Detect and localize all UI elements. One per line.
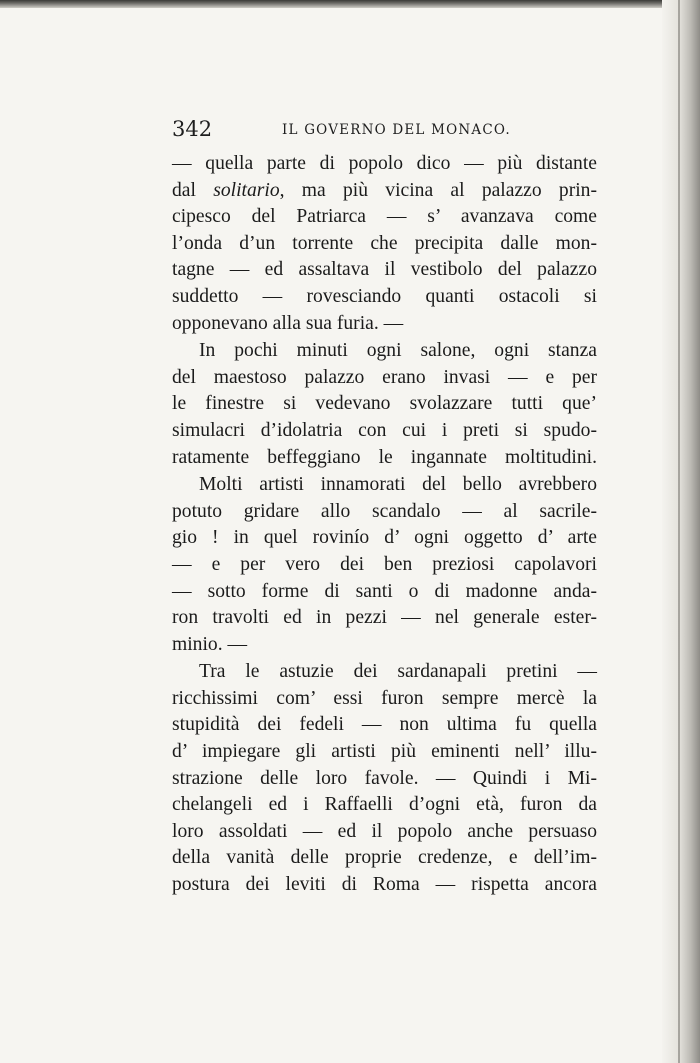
text-line: suddetto — rovesciando quanti ostacoli si xyxy=(172,285,597,307)
text-line: della vanità delle proprie credenze, e dell’im- xyxy=(172,847,597,869)
text-line: simulacri d’idolatria con cui i preti si spudo- xyxy=(172,419,597,441)
text-line: le finestre si vedevano svolazzare tutti que’ xyxy=(172,393,597,415)
page-edge-line xyxy=(678,0,680,1063)
text-line: ron travolti ed in pezzi — nel generale ester- xyxy=(172,607,597,629)
text-line: gio ! in quel rovinío d’ ogni oggetto d’ arte xyxy=(172,527,597,549)
paragraph-first-line: Molti artisti innamorati del bello avrebbero xyxy=(199,474,597,496)
text-line: chelangeli ed i Raffaelli d’ogni età, furon da xyxy=(172,794,597,816)
text-line: — quella parte di popolo dico — più distante xyxy=(172,153,597,174)
text-line: strazione delle loro favole. — Quindi i Mi- xyxy=(172,767,597,789)
text-line: loro assoldati — ed il popolo anche persuaso xyxy=(172,820,597,842)
text-line: opponevano alla sua furia. — xyxy=(172,312,404,334)
text-fragment: , ma più vicina al palazzo prin- xyxy=(279,179,597,201)
paragraph-first-line: In pochi minuti ogni salone, ogni stanza xyxy=(199,340,597,362)
running-header xyxy=(172,115,597,145)
text-fragment: dal xyxy=(172,179,214,201)
text-line: d’ impiegare gli artisti più eminenti nell’ illu- xyxy=(172,741,597,763)
text-line: — e per vero dei ben preziosi capolavori xyxy=(172,553,597,575)
running-title: IL GOVERNO DEL MONACO. xyxy=(282,122,511,138)
text-line: stupidità dei fedeli — non ultima fu quella xyxy=(172,714,597,736)
text-line xyxy=(172,178,597,205)
body-text xyxy=(172,151,597,899)
text-line: ricchissimi com’ essi furon sempre mercè la xyxy=(172,687,597,709)
page-top-edge xyxy=(0,0,700,8)
page-number: 342 xyxy=(172,117,213,141)
text-line: cipesco del Patriarca — s’ avanzava come xyxy=(172,206,597,228)
text-line: minio. — xyxy=(172,633,248,655)
text-line: del maestoso palazzo erano invasi — e per xyxy=(172,366,597,388)
paragraph-first-line: Tra le astuzie dei sardanapali pretini — xyxy=(199,661,597,683)
text-line: l’onda d’un torrente che precipita dalle mon- xyxy=(172,232,597,254)
italic-word: solitario xyxy=(213,179,280,201)
text-line: postura dei leviti di Roma — rispetta ancora xyxy=(172,874,597,896)
page-binding-edge xyxy=(662,0,700,1063)
text-line: tagne — ed assaltava il vestibolo del palazzo xyxy=(172,259,597,281)
text-line: — sotto forme di santi o di madonne anda- xyxy=(172,580,597,602)
text-line: potuto gridare allo scandalo — al sacrile- xyxy=(172,500,597,522)
text-line: ratamente beffeggiano le ingannate moltitudini. xyxy=(172,446,597,468)
